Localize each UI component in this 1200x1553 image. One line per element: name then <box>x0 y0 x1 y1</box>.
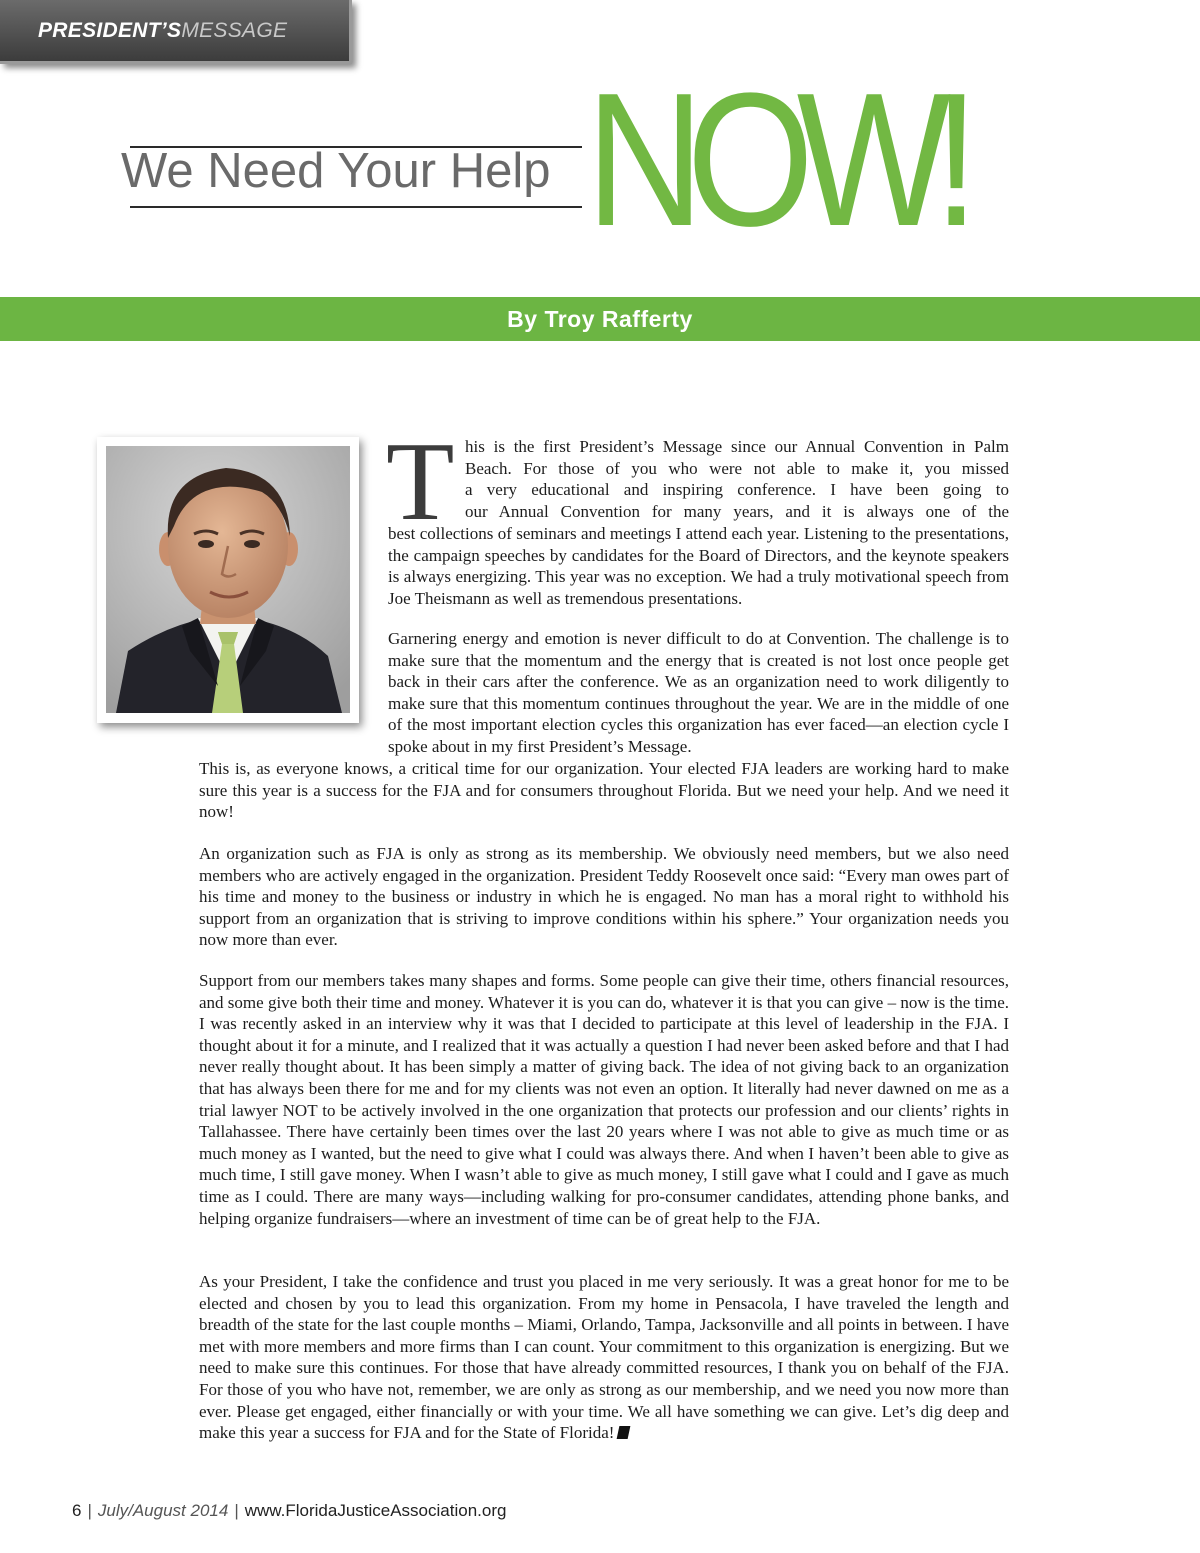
intro-line: Beach. For those of you who were not able to make it, you missed <box>465 458 1009 478</box>
section-tab <box>0 0 352 64</box>
headline-lead: We Need Your Help <box>121 144 551 198</box>
intro-line: his is the first President’s Message since our Annual Convention in Palm <box>465 437 1009 456</box>
portrait-photo <box>106 446 350 713</box>
paragraph-3: An organization such as FJA is only as strong as its membership. We obviously need members, but we also need members who are actively engaged in the organization. President Teddy Roosevelt once said: “Every man owes part of his time and money to the business or industry in which he is engaged. No man has a moral right to withhold his support from an organization that is striving to improve conditions within his sphere.” Your organization needs you now more than ever. <box>199 844 1009 950</box>
footer-divider: | <box>234 1501 239 1520</box>
paragraph-5-text: As your President, I take the confidence and trust you placed in me very seriously. It was a great honor for me to be elected and chosen by you to lead this organization. From my home in Pensacola, I have traveled the length and breadth of the state for the last couple months – Miami, Orlando, Tampa, Jacksonville and all points in between. I have met with more members and more firms than I can count. Your commitment to this organization is energizing. But we need to make sure this continues. For those that have already committed resources, I thank you on behalf of the FJA. For those of you who have not, remember, we are only as strong as our membership, and we need you now more than ever. Please get engaged, either financially or with your time. We all have something we can give. Let’s dig deep and make this year a success for FJA and for the State of Florida! <box>199 1272 1009 1443</box>
section-tab-label: PRESIDENT’SMESSAGE <box>38 19 288 42</box>
paragraph-2-wide: This is, as everyone knows, a critical time for our organization. Your elected FJA leaders are working hard to make sure this year is a success for the FJA and for consumers throughout Florida. But we need your help. And we need it now! <box>199 759 1009 822</box>
footer-url[interactable]: www.FloridaJusticeAssociation.org <box>244 1501 507 1520</box>
headline-rule-bottom <box>130 206 582 208</box>
footer-divider: | <box>87 1501 92 1520</box>
intro-line: a very educational and inspiring conference. I have been going to <box>465 480 1009 500</box>
page-number: 6 <box>72 1501 82 1520</box>
end-mark-icon <box>617 1426 631 1439</box>
paragraph-1: best collections of seminars and meetings I attend each year. Listening to the presentations, the campaign speeches by candidates for the Board of Directors, and the keynote speakers is always energizing. This year was no exception. We had a truly motivational speech from Joe Theismann as well as tremendous presentations. <box>388 524 1009 608</box>
page-footer <box>72 1501 506 1521</box>
issue-date: July/August 2014 <box>97 1501 229 1520</box>
intro-lines <box>465 436 1009 522</box>
paragraph-4: Support from our members takes many shapes and forms. Some people can give their time, others financial resources, and some give both their time and money. Whatever it is you can do, whatever it is that you can give – now is the time. I was recently asked in an interview why it was that I decided to participate at this level of leadership in the FJA. I thought about it for a minute, and I realized that it was actually a question I had never been asked before and that I had never really thought about. It has been simply a matter of giving back. The idea of not giving back to an organization that has always been there for me and for my clients was not even an option. It literally had never dawned on me as a trial lawyer NOT to be actively involved in the one organization that protects our profession and our clients’ rights in Tallahassee. There have certainly been times over the last 20 years where I was not able to give as much time or as much money as I wanted, but the need to give what I could was always there. And when I haven’t been able to give as much time, I still gave money. When I wasn’t able to give as much money, I still gave what I could and I gave as much time as I could. There are many ways—including walking for pro-consumer candidates, attending phone banks, and helping organize fundraisers—where an investment of time can be of great help to the FJA. <box>199 971 1009 1228</box>
paragraph-2-narrow: Garnering energy and emotion is never difficult to do at Convention. The challenge is to make sure that the momentum and the energy that is created is not lost once people get back in their cars after the conference. We as an organization need to work diligently to make sure that this momentum continues throughout the year. We are in the middle of one of the most important election cycles this organization has ever faced—an election cycle I spoke about in my first President’s Message. <box>388 629 1009 756</box>
byline-band <box>0 297 1200 341</box>
drop-cap: T <box>386 420 455 544</box>
paragraph-5 <box>199 1271 1009 1444</box>
byline: By Troy Rafferty <box>507 306 693 332</box>
author-photo-frame <box>97 437 359 723</box>
intro-line: our Annual Convention for many years, and it is always one of the <box>465 501 1009 521</box>
headline-emphasis: NOW! <box>586 54 962 266</box>
